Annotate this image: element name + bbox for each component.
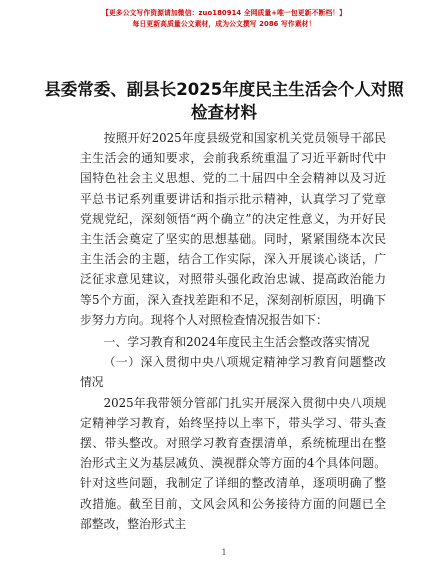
subsection-heading-1: （一）深入贯彻中央八项规定精神学习教育问题整改情况 [80,355,386,390]
body-paragraph-2: 2025年我带领分管部门扎实开展深入贯彻中央八项规定精神学习教育，始终坚持以上率下，带头学习、带头查摆、带头整改。对照学习教育查摆清单，系统梳理出在整治形式主义为基层减负、漠视群众等方面的4个具体问题。针对这些问题，我制定了详细的整改清单，逐项明确了整改措施。截至目前，文风会风和公务接待方面的问题已全部整改，整治形式主 [80,395,386,531]
section-heading-1: 一、学习教育和2024年度民主生活会整改落实情况 [103,335,370,350]
intro-paragraph: 按照开好2025年度县级党和国家机关党员领导干部民主生活会的通知要求，会前我系统重温了习近平新时代中国特色社会主义思想、党的二十届四中全会精神以及习近平总书记系列重要讲话和指示批示精神，认真学习了党章党规党纪，深刻领悟“两个确立”的决定性意义，为开好民主生活会奠定了坚实的思想基础。同时，紧紧围绕本次民主生活会的主题，结合工作实际，深入开展谈心谈话，广泛征求意见建议，对照带头强化政治忠诚、提高政治能力等5个方面，深入查找差距和不足，深刻剖析原因，明确下步努力方向。现将个人对照检查情况报告如下： [80,131,386,327]
promo-banner-line-2: 每日更新高质量公文素材，成为公文撰写 2086 写作素材！ [132,20,316,28]
page-number: 1 [221,548,227,557]
promo-banner-line-1: 【更多公文写作资源请加微信：zuo180914 全网质量+唯一包更新不断档！】 [101,9,347,17]
promo-banner [0,8,448,30]
document-title: 县委常委、副县长2025年度民主生活会个人对照检查材料 [44,80,404,122]
document-body [80,128,386,534]
